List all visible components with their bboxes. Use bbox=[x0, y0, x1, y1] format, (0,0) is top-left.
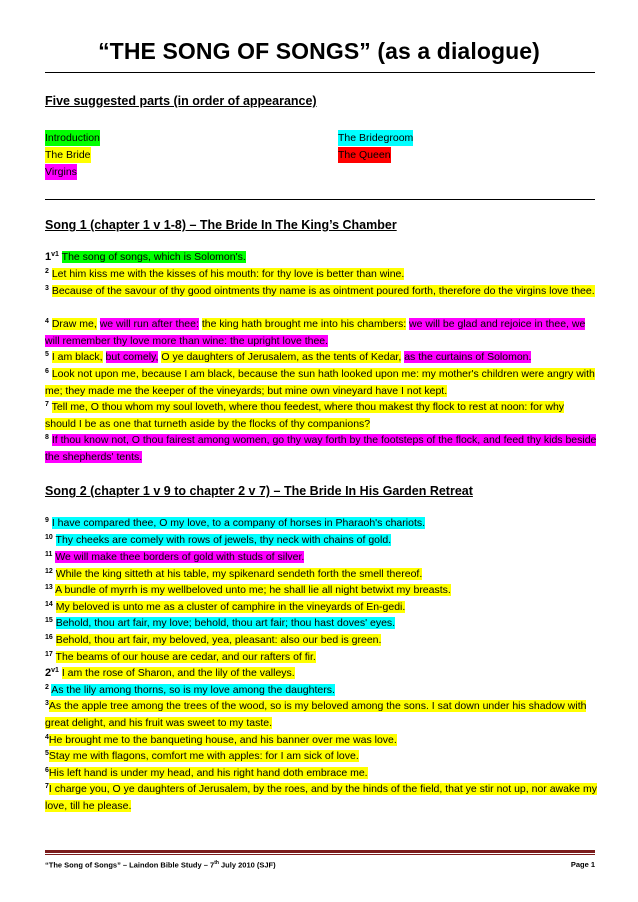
verse-text-bride: I am black, bbox=[51, 351, 103, 363]
verse-number: 14 bbox=[45, 601, 53, 608]
verse-2-3 bbox=[45, 698, 597, 731]
verse-number: 7 bbox=[45, 401, 49, 408]
verse-2-1 bbox=[45, 665, 597, 682]
part-introduction: Introduction bbox=[45, 132, 100, 144]
verse-text: Look not upon me, because I am black, because the sun hath looked upon me: my mother's children were angry with me; they made me the keeper of the vineyards; but mine own vineyard have I not kept. bbox=[45, 368, 595, 397]
verse-number: 13 bbox=[45, 584, 53, 591]
verse-number: 3 bbox=[45, 700, 49, 707]
verse-2-6 bbox=[45, 765, 597, 782]
verse-1-6 bbox=[45, 366, 597, 399]
verse-number: 11 bbox=[45, 551, 53, 558]
verse-text: Behold, thou art fair, my beloved, yea, pleasant: also our bed is green. bbox=[55, 634, 382, 646]
verse-text: The song of songs, which is Solomon's. bbox=[61, 251, 246, 263]
verse-text: As the apple tree among the trees of the wood, so is my beloved among the sons. I sat down under his shadow with great delight, and his fruit was sweet to my taste. bbox=[45, 700, 587, 729]
verse-1-12 bbox=[45, 566, 597, 583]
verse-text-bride: the king hath brought me into his chambers: bbox=[201, 318, 407, 330]
verse-number: 5 bbox=[45, 351, 49, 358]
verse-text: A bundle of myrrh is my wellbeloved unto me; he shall lie all night betwixt my breasts. bbox=[55, 584, 451, 596]
verse-1-5 bbox=[45, 349, 597, 366]
verse-text: The beams of our house are cedar, and our rafters of fir. bbox=[55, 651, 316, 663]
verse-number: 4 bbox=[45, 734, 49, 741]
parts-divider bbox=[45, 199, 595, 200]
verse-number: v1 bbox=[51, 251, 59, 258]
verse-text: I am the rose of Sharon, and the lily of the valleys. bbox=[61, 667, 295, 679]
song1-heading: Song 1 (chapter 1 v 1-8) – The Bride In The King’s Chamber bbox=[45, 218, 397, 232]
footer-text-part: July 2010 (SJF) bbox=[218, 860, 276, 870]
verse-1-2 bbox=[45, 266, 597, 283]
verse-2-2 bbox=[45, 682, 597, 699]
verse-text: As the lily among thorns, so is my love among the daughters. bbox=[51, 684, 335, 696]
verse-number: 8 bbox=[45, 434, 49, 441]
verse-1-9 bbox=[45, 515, 597, 532]
verse-text: Let him kiss me with the kisses of his mouth: for thy love is better than wine. bbox=[51, 268, 405, 280]
verse-number: 15 bbox=[45, 617, 53, 624]
verse-text: Behold, thou art fair, my love; behold, thou art fair; thou hast doves' eyes. bbox=[55, 617, 396, 629]
verse-2-4 bbox=[45, 732, 597, 749]
verse-number: 5 bbox=[45, 750, 49, 757]
verse-number: 17 bbox=[45, 651, 53, 658]
verse-1-8 bbox=[45, 432, 597, 465]
verse-2-5 bbox=[45, 748, 597, 765]
verse-text: Tell me, O thou whom my soul loveth, where thou feedest, where thou makest thy flock to rest at noon: for why should I be as one that turneth aside by the flocks of thy companions? bbox=[45, 401, 565, 430]
verse-text-virgins: we will be glad and rejoice in thee, we will remember thy love more than wine: the upright love thee. bbox=[45, 318, 586, 347]
verse-number: 4 bbox=[45, 318, 49, 325]
verse-text-virgins: we will run after thee: bbox=[99, 318, 199, 330]
verse-text: I have compared thee, O my love, to a company of horses in Pharaoh's chariots. bbox=[51, 517, 426, 529]
part-bride: The Bride bbox=[45, 149, 91, 161]
verse-text-virgins: as the curtains of Solomon. bbox=[404, 351, 532, 363]
part-queen: The Queen bbox=[338, 149, 391, 161]
verse-text: If thou know not, O thou fairest among women, go thy way forth by the footsteps of the flock, and feed thy kids beside the shepherds' tents. bbox=[45, 434, 597, 463]
verse-1-17 bbox=[45, 649, 597, 666]
verse-1-15 bbox=[45, 615, 597, 632]
footer-text-part: “The Song of Songs” – Laindon Bible Study – 7 bbox=[45, 860, 215, 870]
verse-text: He brought me to the banqueting house, and his banner over me was love. bbox=[48, 734, 397, 746]
title-divider bbox=[45, 72, 595, 73]
verse-number: 3 bbox=[45, 285, 49, 292]
verse-number: v1 bbox=[51, 667, 59, 674]
verse-text: Because of the savour of thy good ointments thy name is as ointment poured forth, therefore do the virgins love thee. bbox=[51, 285, 595, 297]
verse-text-bride: O ye daughters of Jerusalem, as the tents of Kedar, bbox=[161, 351, 402, 363]
footer-text bbox=[45, 860, 276, 870]
verse-text-bride: Draw me, bbox=[51, 318, 97, 330]
footer-rule bbox=[45, 850, 595, 853]
verse-1-10 bbox=[45, 532, 597, 549]
chapter-number: 2 bbox=[45, 667, 52, 679]
verse-1-4 bbox=[45, 316, 597, 349]
verse-number: 9 bbox=[45, 517, 49, 524]
verse-text: Thy cheeks are comely with rows of jewels, thy neck with chains of gold. bbox=[55, 534, 392, 546]
verse-text: His left hand is under my head, and his right hand doth embrace me. bbox=[48, 767, 368, 779]
part-virgins: Virgins bbox=[45, 166, 77, 178]
verse-number: 7 bbox=[45, 783, 49, 790]
verse-text: Stay me with flagons, comfort me with apples: for I am sick of love. bbox=[48, 750, 359, 762]
verse-number: 2 bbox=[45, 684, 49, 691]
verse-number: 2 bbox=[45, 268, 49, 275]
footer-superscript: th bbox=[214, 860, 219, 866]
verse-text: I charge you, O ye daughters of Jerusalem, by the roes, and by the hinds of the field, that ye stir not up, nor awake my love, till he please. bbox=[45, 783, 597, 812]
verse-1-1 bbox=[45, 249, 597, 266]
parts-heading: Five suggested parts (in order of appearance) bbox=[45, 94, 317, 108]
page-number: Page 1 bbox=[570, 860, 595, 869]
verse-text: While the king sitteth at his table, my spikenard sendeth forth the smell thereof. bbox=[55, 568, 423, 580]
verse-1-11 bbox=[45, 549, 597, 566]
verse-1-13 bbox=[45, 582, 597, 599]
verse-1-16 bbox=[45, 632, 597, 649]
verse-text: We will make thee borders of gold with studs of silver. bbox=[55, 551, 305, 563]
song2-heading: Song 2 (chapter 1 v 9 to chapter 2 v 7) – The Bride In His Garden Retreat bbox=[45, 484, 473, 498]
chapter-number: 1 bbox=[45, 251, 52, 263]
page-title: “THE SONG OF SONGS” (as a dialogue) bbox=[98, 38, 540, 64]
verse-text-virgins: but comely, bbox=[105, 351, 159, 363]
verse-number: 12 bbox=[45, 568, 53, 575]
verse-text: My beloved is unto me as a cluster of camphire in the vineyards of En-gedi. bbox=[55, 601, 406, 613]
verse-number: 6 bbox=[45, 368, 49, 375]
footer-rule bbox=[45, 854, 595, 855]
verse-2-7 bbox=[45, 781, 597, 814]
verse-number: 6 bbox=[45, 767, 49, 774]
verse-number: 10 bbox=[45, 534, 53, 541]
part-bridegroom: The Bridegroom bbox=[338, 132, 414, 144]
verse-1-14 bbox=[45, 599, 597, 616]
verse-1-3 bbox=[45, 283, 597, 300]
verse-1-7 bbox=[45, 399, 597, 432]
verse-number: 16 bbox=[45, 634, 53, 641]
